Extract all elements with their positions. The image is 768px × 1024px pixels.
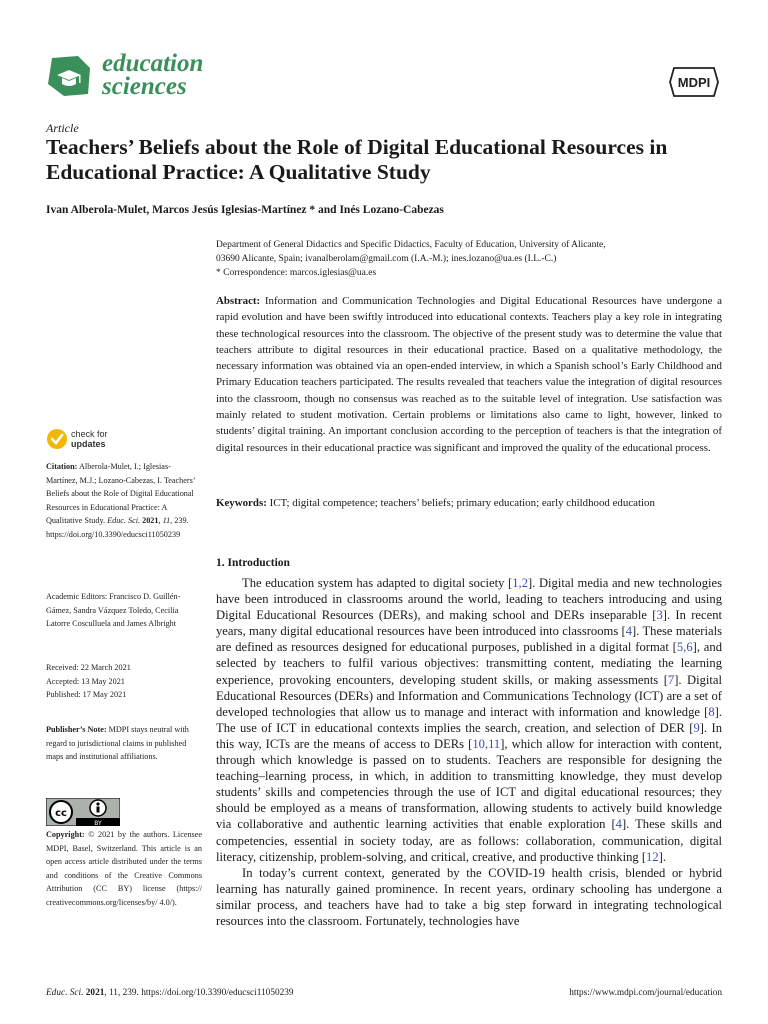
check-updates-line1: check for xyxy=(71,429,108,439)
academic-editors: Academic Editors: Francisco D. Guillén-Gámez, Sandra Vázquez Toledo, Cecilia Latorre Cosculluela and James Albright xyxy=(46,592,181,629)
citation-link[interactable]: 8 xyxy=(708,704,715,719)
abstract-label: Abstract: xyxy=(216,295,261,307)
journal-title[interactable] xyxy=(102,52,203,98)
citation-link[interactable]: 3 xyxy=(656,608,663,623)
abstract-text: Information and Communication Technologies and Digital Educational Resources have undergone a rapid evolution and have been swiftly introduced into educational contexts. Teachers play a key role in integrating these technological resources into the classroom. The objective of the present study was to determine the value that teachers attribute to digital resources in their educational practice. Based on a qualitative methodology, the necessary information was obtained via an open-ended interview, in which a Spanish school’s Early Childhood and Primary Education teachers participated. The results revealed that teachers value the integration of digital resources into the classroom, though no consensus was reached as to the suitable level of integration. Use satisfaction was mainly related to student motivation. Certain problems or limitations also came to light, however, linked to students’ digital training. An important conclusion according to the perception of teachers is that the integration of digital resources in their educational practice was significant and improved the quality of the educational process. xyxy=(216,295,722,454)
affiliation xyxy=(216,238,726,280)
citation-label: Citation: xyxy=(46,462,78,471)
body-text xyxy=(216,575,722,929)
article-title: Teachers’ Beliefs about the Role of Digital Educational Resources in Educational Practice: A Qualitative Study xyxy=(46,135,668,184)
svg-text:cc: cc xyxy=(55,808,67,819)
citation-journal: Educ. Sci. xyxy=(107,516,141,526)
citation-block: Citation: Alberola-Mulet, I.; Iglesias-Martínez, M.J.; Lozano-Cabezas, I. Teachers’ Beliefs about the Role of Digital Educational Resources in Educational Practice: A Qualitative Study. Educ. Sci. 2021, 11, 239. https://doi.org/10.3390/educsci11050239 xyxy=(46,462,195,539)
citation-year: 2021 xyxy=(142,516,159,526)
publisher-note-label: Publisher’s Note: xyxy=(46,725,107,734)
keywords-label: Keywords: xyxy=(216,497,267,509)
journal-logo-icon xyxy=(44,54,94,98)
article-type: Article xyxy=(46,121,79,135)
keywords xyxy=(216,497,722,509)
mdpi-logo-icon[interactable] xyxy=(666,64,722,100)
copyright-text: © 2021 by the authors. Licensee MDPI, Basel, Switzerland. This article is an open access article distributed under the terms and conditions of the Creative Commons Attribution (CC BY) license (https:// creativecommons.org/licenses/by/ 4.0/). xyxy=(46,830,203,907)
citation-link[interactable]: 4 xyxy=(615,817,622,832)
cc-by-license-icon[interactable] xyxy=(46,798,120,826)
footer-doi[interactable]: , 11, 239. https://doi.org/10.3390/educsci11050239 xyxy=(104,988,294,998)
check-for-updates-button[interactable] xyxy=(46,428,136,452)
accepted-date: Accepted: 13 May 2021 xyxy=(46,676,125,686)
journal-title-line1: education xyxy=(102,50,204,77)
dates-block xyxy=(46,661,202,702)
copyright-block xyxy=(46,828,202,910)
check-updates-icon xyxy=(46,428,68,450)
section-heading: 1. Introduction xyxy=(216,557,290,569)
citation-link[interactable]: 5,6 xyxy=(676,640,693,655)
published-date: Published: 17 May 2021 xyxy=(46,690,127,700)
paragraph-2: In today’s current context, generated by the COVID-19 health crisis, blended or hybrid learning has naturally gained prominence. In recent years, ordinary schooling has undergone a similar process, and teachers have had to take a big step forward in integrating technological resources into the classroom. Fortunately, technologies have xyxy=(216,865,722,928)
footer-journal-url[interactable]: https://www.mdpi.com/journal/education xyxy=(569,988,722,998)
publisher-note-text: MDPI stays neutral with regard to jurisdictional claims in published maps and institutional affiliations. xyxy=(46,725,189,762)
keywords-text: ICT; digital competence; teachers’ beliefs; primary education; early childhood education xyxy=(269,497,655,509)
journal-title-line2: sciences xyxy=(102,73,187,100)
correspondence: * Correspondence: marcos.iglesias@ua.es xyxy=(216,268,377,278)
citation-link[interactable]: 10,11 xyxy=(472,736,501,751)
citation-volume: 11 xyxy=(162,516,171,526)
citation-link[interactable]: 7 xyxy=(667,672,675,687)
check-updates-line2: updates xyxy=(71,439,106,449)
authors: Ivan Alberola-Mulet, Marcos Jesús Iglesias-Martínez * and Inés Lozano-Cabezas xyxy=(46,204,444,216)
footer-journal: Educ. Sci. xyxy=(46,988,84,998)
citation-text: Alberola-Mulet, I.; Iglesias-Martínez, M.J.; Lozano-Cabezas, I. Teachers’ Beliefs about the Role of Digital Educational Resources in Educational Practice: A Qualitative Study. xyxy=(46,462,195,526)
affiliation-line2: 03690 Alicante, Spain; ivanalberolam@gmail.com (I.A.-M.); ines.lozano@ua.es (I.L.-C.) xyxy=(216,254,557,264)
citation-link[interactable]: 12 xyxy=(646,849,659,864)
cc-by-label: BY xyxy=(94,820,102,826)
citation-link[interactable]: 1,2 xyxy=(512,576,528,590)
citation-doi[interactable]: , 239. https://doi.org/10.3390/educsci11050239 xyxy=(46,516,189,539)
abstract xyxy=(216,293,722,456)
affiliation-line1: Department of General Didactics and Specific Didactics, Faculty of Education, University of Alicante, xyxy=(216,240,606,250)
publisher-note xyxy=(46,723,202,764)
received-date: Received: 22 March 2021 xyxy=(46,663,131,672)
citation-link[interactable]: 4 xyxy=(625,624,633,639)
footer-year: 2021 xyxy=(85,988,105,998)
footer-citation xyxy=(46,988,294,998)
copyright-label: Copyright: xyxy=(46,830,85,839)
publisher-name: MDPI xyxy=(677,75,711,90)
paragraph-1: The education system has adapted to digital society [1,2]. Digital media and new technologies have been introduced in classrooms around the world, leading to teachers introducing and using Digital Educational Resources (DERs), and making school and DERs inseparable [3]. In recent years, many digital educational resources have been introduced into classrooms [4]. These materials are defined as resources designed for educational purposes, published in a digital format [5,6], and selected by teachers to fulfil various objectives: transmitting content, mediating the learning experience, provoking encounters, developing student skills, or making assessments [7]. Digital Educational Resources (DERs) and Information and Communications Technology (ICT) are a set of developed technologies that allow us to manage and interact with information and knowledge [8]. The use of ICT in educational contexts implies the search, creation, and selection of DER [9]. In this way, ICTs are the means of access to DERs [10,11], which allow for interaction with content, through which knowledge is passed on to students. Teachers are responsible for designing the teaching–learning process, in which, in addition to transmitting knowledge, they must develop students’ skills and competencies through the use of ICT and digital educational resources; they should be employed as a means of transformation, allowing students to actively build knowledge via collaborative and authentic learning activities that enable exploration [4]. These skills and competencies, essential in society today, are as follows: collaboration, communication, digital literacy, citizenship, problem-solving, and critical, creative, and productive thinking [12]. xyxy=(216,576,723,864)
citation-link[interactable]: 9 xyxy=(693,720,700,735)
